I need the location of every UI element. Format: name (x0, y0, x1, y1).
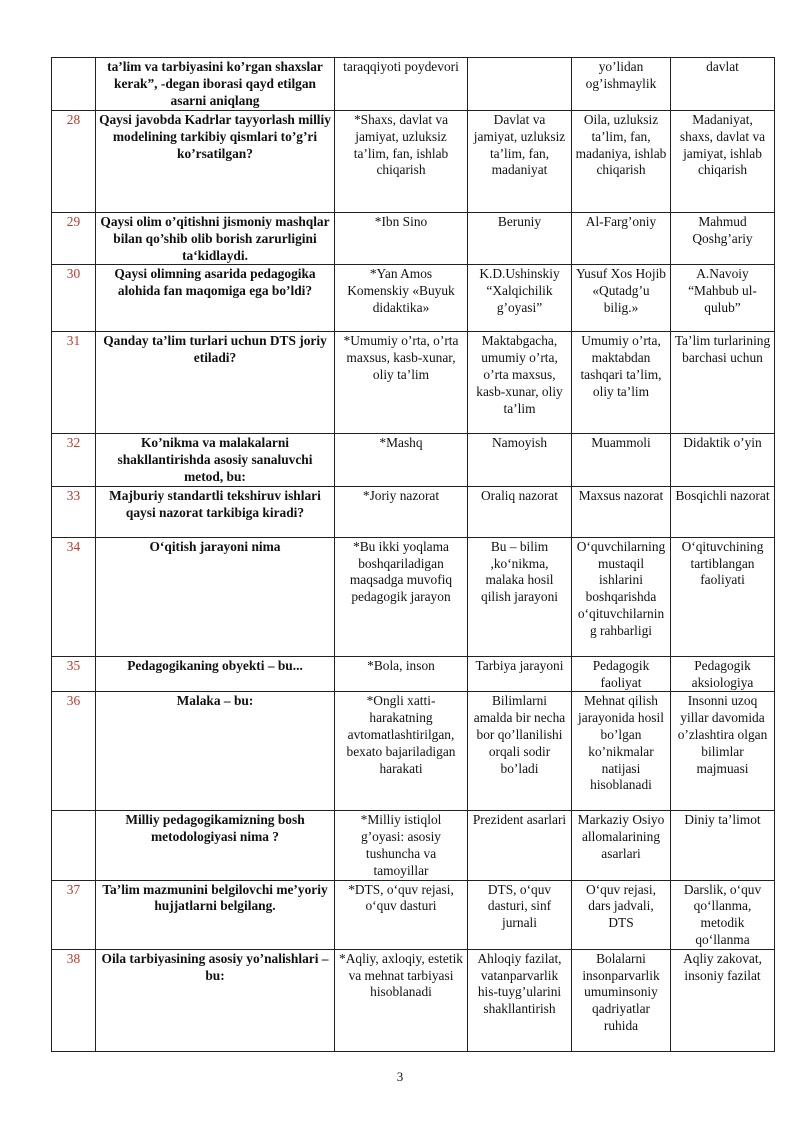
answer-correct: *Mashq (335, 434, 468, 486)
answer-option-d: Ta’lim turlarining barchasi uchun (671, 332, 775, 434)
answer-option-b: Maktabgacha, umumiy o’rta, o’rta maxsus, kasb-xunar, oliy ta’lim (468, 332, 572, 434)
answer-option-b: Namoyish (468, 434, 572, 486)
table-row (52, 265, 775, 332)
table-row (52, 58, 775, 111)
answer-option-c: O‘quvchilarning mustaqil ishlarini boshqarishda o‘qituvchilarning rahbarligi (572, 537, 671, 656)
answer-correct: *Milliy istiqlol g’oyasi: asosiy tushuncha va tamoyillar (335, 811, 468, 880)
answer-correct: *Yan Amos Komenskiy «Buyuk didaktika» (335, 265, 468, 332)
test-table (51, 57, 775, 1052)
table-row (52, 332, 775, 434)
answer-option-b: Bilimlarni amalda bir necha bor qo’llanilishi orqali sodir bo’ladi (468, 692, 572, 811)
question-number: 38 (52, 949, 96, 1051)
answer-option-b: DTS, o‘quv dasturi, sinf jurnali (468, 880, 572, 949)
answer-option-d: Mahmud Qoshg’ariy (671, 213, 775, 265)
answer-option-d: davlat (671, 58, 775, 111)
question-text: Pedagogikaning obyekti – bu... (96, 656, 335, 692)
answer-option-c: Oila, uzluksiz ta’lim, fan, madaniya, ishlab chiqarish (572, 111, 671, 213)
answer-option-c: Yusuf Xos Hojib «Qutadg’u bilig.» (572, 265, 671, 332)
question-text: Qaysi javobda Kadrlar tayyorlash milliy modelining tarkibiy qismlari to’g’ri ko’rsatilgan? (96, 111, 335, 213)
answer-option-c: Bolalarni insonparvarlik umuminsoniy qadriyatlar ruhida (572, 949, 671, 1051)
answer-option-d: Aqliy zakovat, insoniy fazilat (671, 949, 775, 1051)
answer-option-d: Diniy ta’limot (671, 811, 775, 880)
table-row (52, 213, 775, 265)
answer-correct: *Shaxs, davlat va jamiyat, uzluksiz ta’lim, fan, ishlab chiqarish (335, 111, 468, 213)
answer-correct: *DTS, o‘quv rejasi, o‘quv dasturi (335, 880, 468, 949)
question-number: 35 (52, 656, 96, 692)
answer-option-d: A.Navoiy “Mahbub ul-qulub” (671, 265, 775, 332)
answer-option-d: O‘qituvchining tartiblangan faoliyati (671, 537, 775, 656)
answer-correct: *Ibn Sino (335, 213, 468, 265)
answer-option-b: Ahloqiy fazilat, vatanparvarlik his-tuyg’ularini shakllantirish (468, 949, 572, 1051)
question-text: Malaka – bu: (96, 692, 335, 811)
table-row (52, 811, 775, 880)
answer-option-c: Pedagogik faoliyat (572, 656, 671, 692)
question-number: 31 (52, 332, 96, 434)
question-text: Qaysi olimning asarida pedagogika alohida fan maqomiga ega bo’ldi? (96, 265, 335, 332)
question-number (52, 58, 96, 111)
table-row (52, 880, 775, 949)
answer-option-b: Oraliq nazorat (468, 486, 572, 537)
answer-option-b: K.D.Ushinskiy “Xalqichilik g’oyasi” (468, 265, 572, 332)
answer-option-c: Maxsus nazorat (572, 486, 671, 537)
question-text: Ko’nikma va malakalarni shakllantirishda asosiy sanaluvchi metod, bu: (96, 434, 335, 486)
question-text: Ta’lim mazmunini belgilovchi me’yoriy hujjatlarni belgilang. (96, 880, 335, 949)
answer-option-b: Bu – bilim ,ko‘nikma, malaka hosil qilish jarayoni (468, 537, 572, 656)
question-number: 32 (52, 434, 96, 486)
answer-correct: taraqqiyoti poydevori (335, 58, 468, 111)
question-number: 37 (52, 880, 96, 949)
answer-option-d: Darslik, o‘quv qo‘llanma, metodik qo‘llanma (671, 880, 775, 949)
question-text: Qanday ta’lim turlari uchun DTS joriy etiladi? (96, 332, 335, 434)
question-number: 28 (52, 111, 96, 213)
table-row (52, 949, 775, 1051)
answer-correct: *Ongli xatti-harakatning avtomatlashtirilgan, bexato bajariladigan harakati (335, 692, 468, 811)
question-text: Milliy pedagogikamizning bosh metodologiyasi nima ? (96, 811, 335, 880)
answer-option-c: Mehnat qilish jarayonida hosil bo’lgan ko’nikmalar natijasi hisoblanadi (572, 692, 671, 811)
test-table-body (52, 58, 775, 1052)
question-text: O‘qitish jarayoni nima (96, 537, 335, 656)
answer-option-b: Prezident asarlari (468, 811, 572, 880)
table-row (52, 537, 775, 656)
answer-option-b (468, 58, 572, 111)
answer-option-d: Madaniyat, shaxs, davlat va jamiyat, ishlab chiqarish (671, 111, 775, 213)
table-row (52, 692, 775, 811)
question-text: Oila tarbiyasining asosiy yo’nalishlari – bu: (96, 949, 335, 1051)
answer-option-c: Umumiy o’rta, maktabdan tashqari ta’lim, oliy ta’lim (572, 332, 671, 434)
question-number: 33 (52, 486, 96, 537)
answer-option-d: Insonni uzoq yillar davomida o’zlashtira olgan bilimlar majmuasi (671, 692, 775, 811)
question-text: ta’lim va tarbiyasini ko’rgan shaxslar kerak”, -degan iborasi qayd etilgan asarni aniqlang (96, 58, 335, 111)
question-number: 30 (52, 265, 96, 332)
answer-option-b: Tarbiya jarayoni (468, 656, 572, 692)
answer-option-b: Davlat va jamiyat, uzluksiz ta’lim, fan, madaniyat (468, 111, 572, 213)
answer-option-c: O‘quv rejasi, dars jadvali, DTS (572, 880, 671, 949)
question-number: 29 (52, 213, 96, 265)
question-number: 34 (52, 537, 96, 656)
answer-option-d: Didaktik o’yin (671, 434, 775, 486)
answer-correct: *Aqliy, axloqiy, estetik va mehnat tarbiyasi hisoblanadi (335, 949, 468, 1051)
answer-option-c: Al-Farg’oniy (572, 213, 671, 265)
question-number: 36 (52, 692, 96, 811)
question-number (52, 811, 96, 880)
answer-option-b: Beruniy (468, 213, 572, 265)
answer-option-c: Markaziy Osiyo allomalarining asarlari (572, 811, 671, 880)
table-row (52, 111, 775, 213)
table-row (52, 486, 775, 537)
answer-correct: *Umumiy o’rta, o’rta maxsus, kasb-xunar, oliy ta’lim (335, 332, 468, 434)
answer-option-c: Muammoli (572, 434, 671, 486)
table-row (52, 656, 775, 692)
question-text: Majburiy standartli tekshiruv ishlari qaysi nazorat tarkibiga kiradi? (96, 486, 335, 537)
table-row (52, 434, 775, 486)
answer-correct: *Bola, inson (335, 656, 468, 692)
answer-correct: *Joriy nazorat (335, 486, 468, 537)
answer-option-d: Pedagogik aksiologiya (671, 656, 775, 692)
answer-correct: *Bu ikki yoqlama boshqariladigan maqsadga muvofiq pedagogik jarayon (335, 537, 468, 656)
page-number: 3 (396, 1069, 404, 1084)
answer-option-d: Bosqichli nazorat (671, 486, 775, 537)
question-text: Qaysi olim o’qitishni jismoniy mashqlar bilan qo’shib olib borish zarurligini ta‘kidlaydi. (96, 213, 335, 265)
answer-option-c: yo’lidan og’ishmaylik (572, 58, 671, 111)
